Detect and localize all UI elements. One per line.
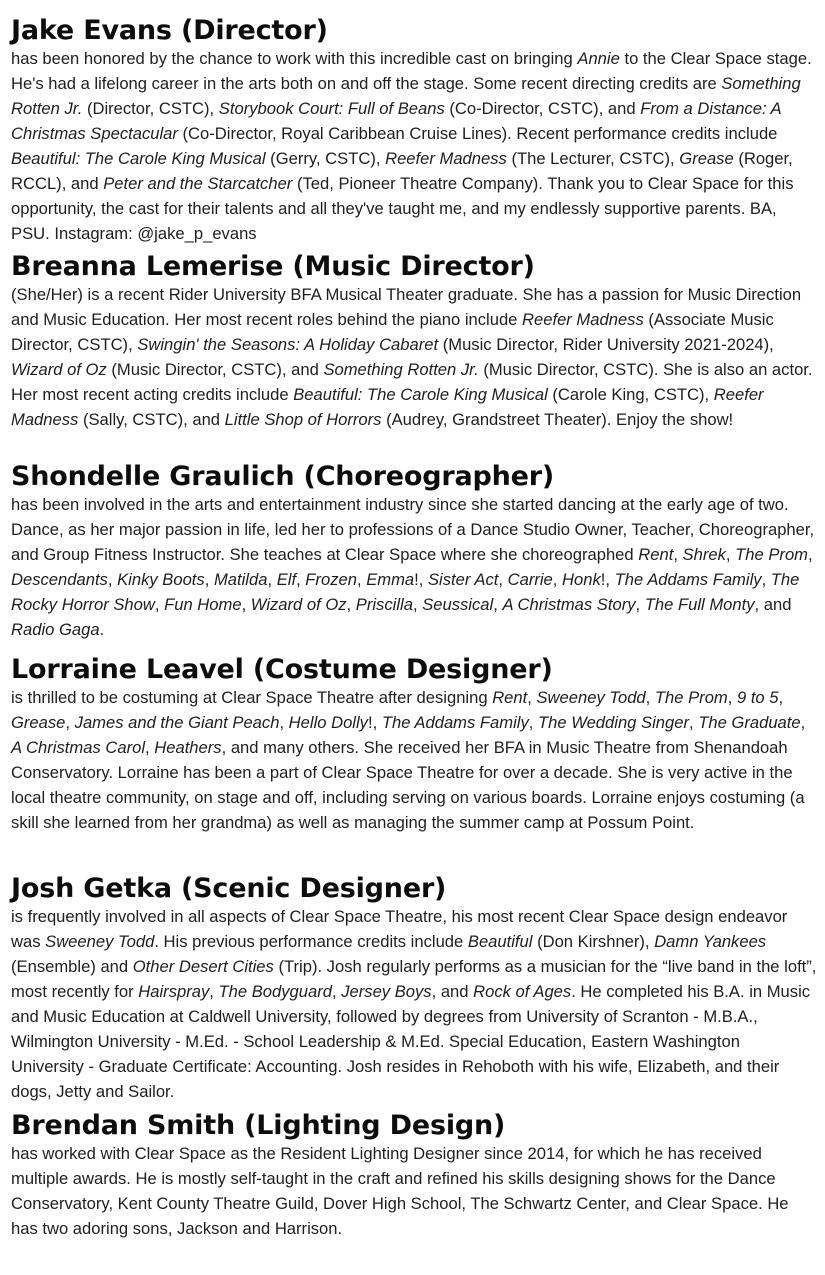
- text-run: ,: [331, 982, 342, 1001]
- title-italic: Beautiful: [467, 932, 533, 951]
- text-run: ,: [356, 570, 367, 589]
- title-italic: Kinky Boots: [117, 570, 205, 589]
- title-italic: Honk: [562, 570, 601, 589]
- title-italic: Heathers: [154, 738, 222, 757]
- text-run: (Music Director, Rider University 2021-2024),: [438, 335, 774, 354]
- text-run: ,: [761, 570, 771, 589]
- text-run: (Director, CSTC),: [82, 99, 219, 118]
- text-run: .: [99, 620, 105, 639]
- title-italic: Descendants: [11, 570, 108, 589]
- title-italic: The Bodyguard: [218, 982, 332, 1001]
- title-italic: Reefer Madness: [11, 385, 764, 429]
- text-run: . He completed his B.A. in Music and Music Education at Caldwell University, followed by degrees from University of Scranton - M.B.A., Wilmington University - M.Ed. - School Leadership & M.Ed. Special Education, Eastern Washington University - Graduate Certificate: Accounting. Josh resides in Rehoboth with his wife, Elizabeth, and their dogs, Jetty and Sailor.: [11, 982, 811, 1101]
- bio-shondelle-graulich: [11, 462, 817, 642]
- title-italic: Beautiful: The Carole King Musical: [293, 385, 548, 404]
- text-run: to the Clear Space stage. He's had a lifelong career in the arts both on and off the stage. Some recent directing credits are: [11, 49, 812, 93]
- text-run: (Don Kirshner),: [532, 932, 655, 951]
- title-italic: Little Shop of Horrors: [224, 410, 382, 429]
- text-run: !,: [367, 713, 382, 732]
- title-italic: The Full Monty: [644, 595, 755, 614]
- title-italic: Reefer Madness: [385, 149, 507, 168]
- title-italic: Jersey Boys: [341, 982, 432, 1001]
- text-run: (Sally, CSTC), and: [78, 410, 225, 429]
- text-run: ,: [346, 595, 356, 614]
- title-italic: The Prom: [735, 545, 808, 564]
- text-run: ,: [645, 688, 655, 707]
- title-italic: The Addams Family: [381, 713, 529, 732]
- text-run: ,: [241, 595, 251, 614]
- title-italic: Seussical: [422, 595, 494, 614]
- title-italic: Rock of Ages: [473, 982, 572, 1001]
- title-italic: From a Distance: A Christmas Spectacular: [11, 99, 782, 143]
- text-run: (Music Director, CSTC), and: [106, 360, 324, 379]
- title-italic: James and the Giant Peach: [74, 713, 280, 732]
- title-italic: The Rocky Horror Show: [11, 570, 800, 614]
- text-run: ,: [552, 570, 563, 589]
- title-italic: Beautiful: The Carole King Musical: [11, 149, 266, 168]
- bio-text: [11, 904, 817, 1104]
- bio-heading: Brendan Smith (Lighting Design): [11, 1110, 506, 1141]
- text-run: ,: [808, 545, 813, 564]
- title-italic: Sweeney Todd: [536, 688, 646, 707]
- title-italic: Emma: [366, 570, 415, 589]
- text-run: (Trip). Josh regularly performs as a musician for the “live band in the loft”, most recently for: [11, 957, 817, 1001]
- title-italic: Shrek: [682, 545, 726, 564]
- title-italic: 9 to 5: [736, 688, 779, 707]
- text-run: ,: [279, 713, 289, 732]
- bio-brendan-smith: [11, 1111, 817, 1241]
- title-italic: Rent: [492, 688, 528, 707]
- text-run: (Roger, RCCL), and: [11, 149, 793, 193]
- text-run: is frequently involved in all aspects of Clear Space Theatre, his most recent Clear Space design endeavor was: [11, 907, 788, 951]
- title-italic: Priscilla: [355, 595, 413, 614]
- title-italic: Grease: [11, 713, 66, 732]
- title-italic: Storybook Court: Full of Beans: [218, 99, 445, 118]
- title-italic: Wizard of Oz: [250, 595, 347, 614]
- bio-text: [11, 685, 817, 835]
- title-italic: Rent: [638, 545, 674, 564]
- title-italic: Peter and the Starcatcher: [103, 174, 293, 193]
- text-run: ,: [154, 595, 165, 614]
- bio-jake-evans: [11, 16, 817, 246]
- text-run: ,: [688, 713, 699, 732]
- bio-heading: Josh Getka (Scenic Designer): [11, 873, 447, 904]
- title-italic: Carrie: [507, 570, 553, 589]
- text-run: has been honored by the chance to work with this incredible cast on bringing: [11, 49, 578, 68]
- text-run: ,: [527, 688, 537, 707]
- text-run: ,: [107, 570, 118, 589]
- text-run: (She/Her) is a recent Rider University BFA Musical Theater graduate. She has a passion for Music Direction and Music Education. Her most recent roles behind the piano include: [11, 285, 802, 329]
- title-italic: Hairspray: [138, 982, 210, 1001]
- text-run: (Co-Director, Royal Caribbean Cruise Lines). Recent performance credits include: [177, 124, 778, 143]
- title-italic: Swingin' the Seasons: A Holiday Cabaret: [137, 335, 439, 354]
- bio-lorraine-leavel: [11, 655, 817, 835]
- text-run: (Ensemble) and: [11, 957, 133, 976]
- text-run: , and many others. She received her BFA in Music Theatre from Shenandoah Conservatory. Lorraine has been a part of Clear Space Theatre for over a decade. She is very active in the local theatre community, on stage and off, including serving on various boards. Lorraine enjoys costuming (a skill she learned from her grandma) as well as managing the summer camp at Possum Point.: [11, 738, 805, 832]
- text-run: (Ted, Pioneer Theatre Company). Thank you to Clear Space for this opportunity, the cast for their talents and all they've taught me, and my endlessly supportive parents. BA, PSU. Instagram: @jake_p_evans: [11, 174, 794, 243]
- bio-josh-getka: [11, 874, 817, 1104]
- title-italic: The Addams Family: [614, 570, 762, 589]
- text-run: ,: [267, 570, 277, 589]
- text-run: (Gerry, CSTC),: [265, 149, 386, 168]
- bio-heading: Jake Evans (Director): [11, 15, 328, 46]
- bio-heading: Breanna Lemerise (Music Director): [11, 251, 535, 282]
- title-italic: The Wedding Singer: [538, 713, 689, 732]
- text-run: ,: [145, 738, 155, 757]
- text-run: ,: [673, 545, 683, 564]
- text-run: ,: [498, 570, 508, 589]
- bio-heading: Shondelle Graulich (Choreographer): [11, 461, 555, 492]
- title-italic: Hello Dolly: [288, 713, 368, 732]
- title-italic: The Graduate: [698, 713, 801, 732]
- text-run: (Associate Music Director, CSTC),: [11, 310, 774, 354]
- text-run: is thrilled to be costuming at Clear Space Theatre after designing: [11, 688, 493, 707]
- title-italic: Fun Home: [164, 595, 242, 614]
- text-run: (The Lecturer, CSTC),: [506, 149, 680, 168]
- title-italic: Damn Yankees: [654, 932, 767, 951]
- text-run: (Music Director, CSTC). She is also an actor. Her most recent acting credits include: [11, 360, 813, 404]
- text-run: ,: [528, 713, 538, 732]
- bio-heading: Lorraine Leavel (Costume Designer): [11, 654, 553, 685]
- text-run: has been involved in the arts and entertainment industry since she started dancing at the early age of two. Dance, as her major passion in life, led her to professions of a Dance Studio Owner, Teacher, Choreographer, and Group Fitness Instructor. She teaches at Clear Space where she choreographed: [11, 495, 815, 564]
- title-italic: Frozen: [305, 570, 357, 589]
- title-italic: Reefer Madness: [522, 310, 644, 329]
- text-run: ,: [204, 570, 214, 589]
- text-run: !,: [600, 570, 615, 589]
- text-run: (Audrey, Grandstreet Theater). Enjoy the show!: [381, 410, 734, 429]
- text-run: (Carole King, CSTC),: [547, 385, 714, 404]
- text-run: ,: [725, 545, 736, 564]
- title-italic: Wizard of Oz: [11, 360, 107, 379]
- text-run: , and: [431, 982, 474, 1001]
- title-italic: Sweeney Todd: [45, 932, 155, 951]
- title-italic: Elf: [276, 570, 297, 589]
- title-italic: A Christmas Carol: [11, 738, 146, 757]
- text-run: (Co-Director, CSTC), and: [444, 99, 641, 118]
- text-run: ,: [209, 982, 219, 1001]
- title-italic: Matilda: [213, 570, 268, 589]
- title-italic: Other Desert Cities: [132, 957, 274, 976]
- bio-text: [11, 46, 817, 246]
- text-run: ,: [727, 688, 737, 707]
- title-italic: The Prom: [654, 688, 728, 707]
- bio-text: [11, 492, 817, 642]
- text-run: ,: [778, 688, 784, 707]
- text-run: ,: [493, 595, 503, 614]
- title-italic: A Christmas Story: [502, 595, 636, 614]
- bio-breanna-lemerise: [11, 252, 817, 432]
- text-run: . His previous performance credits include: [154, 932, 468, 951]
- text-run: ,: [800, 713, 806, 732]
- text-run: ,: [65, 713, 75, 732]
- title-italic: Something Rotten Jr.: [323, 360, 479, 379]
- title-italic: Sister Act: [427, 570, 499, 589]
- text-run: has worked with Clear Space as the Resident Lighting Designer since 2014, for which he has received multiple awards. He is mostly self-taught in the craft and refined his skills designing shows for the Dance Conservatory, Kent County Theatre Guild, Dover High School, The Schwartz Center, and Clear Space. He has two adoring sons, Jackson and Harrison.: [11, 1144, 789, 1238]
- title-italic: Grease: [679, 149, 734, 168]
- title-italic: Radio Gaga: [11, 620, 100, 639]
- bio-text: [11, 1141, 817, 1241]
- text-run: ,: [412, 595, 423, 614]
- text-run: ,: [296, 570, 306, 589]
- title-italic: Something Rotten Jr.: [11, 74, 801, 118]
- text-run: ,: [635, 595, 645, 614]
- text-run: !,: [414, 570, 428, 589]
- text-run: , and: [754, 595, 792, 614]
- title-italic: Annie: [577, 49, 620, 68]
- bio-text: [11, 282, 817, 432]
